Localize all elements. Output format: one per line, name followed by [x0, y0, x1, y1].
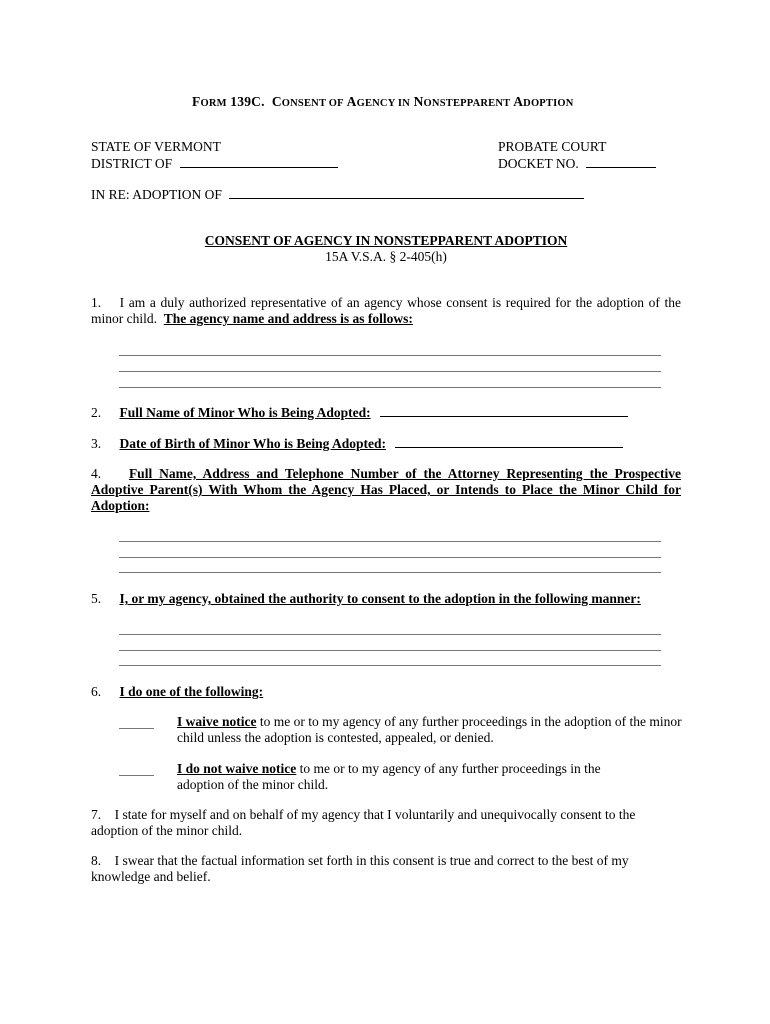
- not-waive-notice-checkbox[interactable]: [119, 775, 154, 776]
- in-re-label: IN RE: ADOPTION OF: [91, 187, 222, 202]
- option-not-waive-notice: I do not waive notice to me or to my agency of any further proceedings in the adoption of the minor child.: [177, 761, 601, 792]
- in-re-row: [91, 186, 584, 203]
- item-7: 7. I state for myself and on behalf of my agency that I voluntarily and unequivocally consent to the adoption of the minor child.: [91, 807, 636, 838]
- item-5: 5. I, or my agency, obtained the authority to consent to the adoption in the following manner:: [91, 591, 641, 606]
- item-1: 1. I am a duly authorized representative of an agency whose consent is required for the adoption of the minor child. The agency name and address is as follows:: [91, 295, 682, 326]
- authority-line-1[interactable]: [119, 634, 661, 635]
- docket-label: DOCKET NO.: [498, 156, 579, 171]
- option-waive-notice: I waive notice to me or to my agency of any further proceedings in the adoption of the minor child unless the adoption is contested, appealed, or denied.: [177, 714, 682, 745]
- document-heading: CONSENT OF AGENCY IN NONSTEPPARENT ADOPTION: [204, 233, 568, 248]
- item-6: 6. I do one of the following:: [91, 684, 264, 699]
- state-label: STATE OF VERMONT: [91, 139, 221, 154]
- minor-name-field[interactable]: [380, 404, 628, 417]
- docket-row: [498, 155, 656, 172]
- agency-line-3[interactable]: [119, 387, 661, 388]
- authority-line-3[interactable]: [119, 665, 661, 666]
- agency-line-1[interactable]: [119, 355, 661, 356]
- waive-notice-checkbox[interactable]: [119, 728, 154, 729]
- authority-line-2[interactable]: [119, 650, 661, 651]
- minor-dob-field[interactable]: [395, 435, 623, 448]
- court-label: PROBATE COURT: [498, 139, 607, 154]
- adoptee-field[interactable]: [229, 186, 584, 199]
- statute-reference: 15A V.S.A. § 2-405(h): [325, 249, 447, 264]
- item-8: 8. I swear that the factual information set forth in this consent is true and correct to the best of my knowledge and belief.: [91, 853, 629, 884]
- item-2: 2. Full Name of Minor Who is Being Adopted:: [91, 404, 628, 421]
- attorney-line-1[interactable]: [119, 541, 661, 542]
- form-title: FORM 139C. CONSENT OF AGENCY IN NONSTEPPARENT ADOPTION: [192, 94, 574, 109]
- item-3: 3. Date of Birth of Minor Who is Being Adopted:: [91, 435, 623, 452]
- docket-field[interactable]: [586, 155, 656, 168]
- item-4: 4. Full Name, Address and Telephone Number of the Attorney Representing the Prospective Adoptive Parent(s) With Whom the Agency Has Placed, or Intends to Place the Minor Child for Adoption:: [91, 466, 682, 513]
- agency-line-2[interactable]: [119, 371, 661, 372]
- district-row: [91, 155, 338, 172]
- attorney-line-2[interactable]: [119, 557, 661, 558]
- district-field[interactable]: [180, 155, 338, 168]
- attorney-line-3[interactable]: [119, 572, 661, 573]
- district-label: DISTRICT OF: [91, 156, 173, 171]
